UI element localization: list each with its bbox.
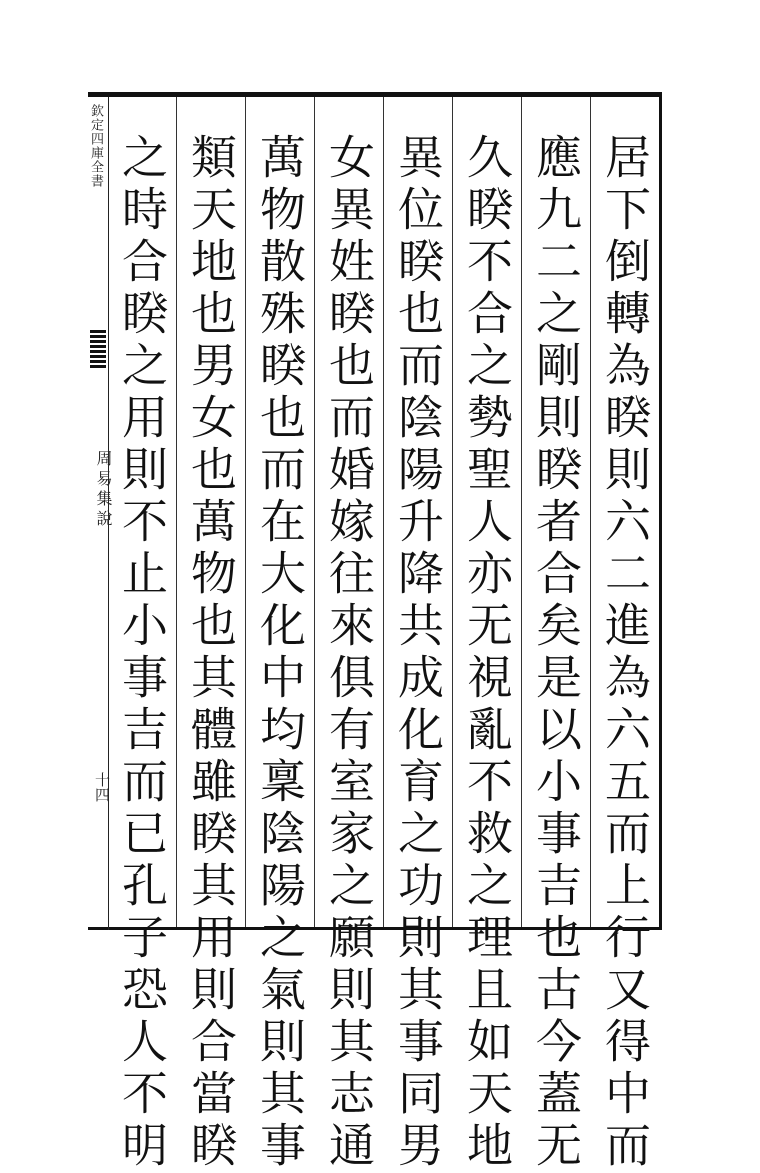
text-columns [108,97,659,1173]
text-column [314,97,383,1173]
fishtail-mark [90,330,106,370]
text-column [452,97,521,1173]
text-column [245,97,314,1173]
spine-title: 欽定四庫全書 [88,104,103,188]
column-text: 之時合睽之用則不止小事吉而已孔子恐人不明 [115,133,169,1173]
column-text: 萬物散殊睽也而在大化中均稟陰陽之氣則其事 [253,133,307,1173]
page-number: 十四 [93,772,111,802]
column-text: 居下倒轉為睽則六二進為六五而上行又得中而 [598,133,652,1173]
column-text: 應九二之剛則睽者合矣是以小事吉也古今蓋无 [529,133,583,1173]
column-text: 異位睽也而陰陽升降共成化育之功則其事同男 [391,133,445,1173]
book-title: 周易集說 [94,450,113,530]
column-text: 類天地也男女也萬物也其體雖睽其用則合當睽 [184,133,238,1173]
text-column [383,97,452,1173]
column-text: 久睽不合之勢聖人亦无視亂不救之理且如天地 [460,133,514,1173]
text-column [590,97,659,1173]
text-column [108,97,176,1173]
text-column [521,97,590,1173]
text-column [176,97,245,1173]
column-text: 女異姓睽也而婚嫁往來俱有室家之願則其志通 [322,133,376,1173]
